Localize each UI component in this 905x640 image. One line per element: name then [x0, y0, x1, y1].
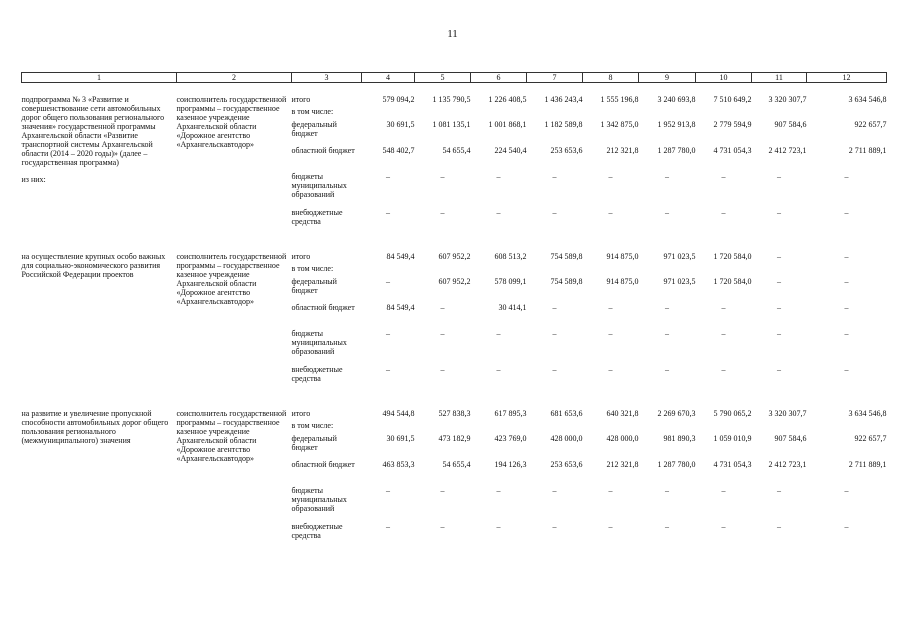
value-cell: 914 875,0: [606, 252, 639, 261]
value-cell: –: [777, 329, 781, 338]
funding-source-cell: бюджеты муниципальных образований: [291, 172, 347, 199]
value-cell: [583, 421, 639, 434]
funding-source-cell: итого: [291, 409, 311, 418]
value-cell: –: [844, 486, 849, 495]
column-header: 5: [415, 73, 471, 83]
funding-source-cell: в том числе:: [291, 264, 334, 273]
value-cell: –: [777, 277, 781, 286]
executor-cell: соисполнитель государственной программы – государственное казенное учреждение Архангельской области «Дорожное агентство «Архангельскавтодор»: [176, 95, 287, 149]
funding-source-cell: бюджеты муниципальных образований: [291, 486, 347, 513]
funding-source-cell: внебюджетные средства: [291, 522, 343, 540]
value-cell: 1 720 584,0: [713, 277, 752, 286]
value-cell: –: [386, 329, 390, 338]
value-cell: –: [386, 365, 390, 374]
value-cell: –: [386, 208, 390, 217]
value-cell: –: [844, 365, 849, 374]
value-cell: –: [552, 303, 557, 312]
value-cell: 548 402,7: [382, 146, 415, 155]
value-cell: –: [440, 329, 445, 338]
value-cell: –: [665, 208, 669, 217]
value-cell: 473 182,9: [438, 434, 471, 443]
value-cell: –: [552, 208, 557, 217]
value-cell: 2 412 723,1: [768, 146, 807, 155]
value-cell: 84 549,4: [386, 303, 415, 312]
value-cell: –: [777, 303, 781, 312]
value-cell: 84 549,4: [386, 252, 415, 261]
value-cell: [471, 107, 527, 120]
value-cell: –: [440, 208, 445, 217]
value-cell: –: [608, 486, 613, 495]
value-cell: –: [844, 329, 849, 338]
value-cell: –: [721, 208, 726, 217]
column-header: 2: [177, 73, 292, 83]
column-header: 10: [696, 73, 752, 83]
funding-source-cell: областной бюджет: [291, 303, 355, 312]
value-cell: –: [844, 252, 849, 261]
value-cell: –: [496, 365, 501, 374]
value-cell: 922 657,7: [854, 434, 887, 443]
table-row: [22, 95, 887, 107]
value-cell: 423 769,0: [494, 434, 527, 443]
value-cell: –: [608, 303, 613, 312]
value-cell: –: [552, 522, 557, 531]
value-cell: –: [608, 329, 613, 338]
value-cell: –: [665, 172, 669, 181]
funding-source-cell: областной бюджет: [291, 146, 355, 155]
value-cell: 3 240 693,8: [657, 95, 696, 104]
value-cell: 1 342 875,0: [600, 120, 639, 129]
value-cell: [527, 107, 583, 120]
executor-cell: соисполнитель государственной программы – государственное казенное учреждение Архангельской области «Дорожное агентство «Архангельскавтодор»: [176, 252, 287, 306]
section-description: [22, 409, 177, 548]
value-cell: 4 731 054,3: [713, 460, 752, 469]
value-cell: 194 126,3: [494, 460, 527, 469]
value-cell: 4 731 054,3: [713, 146, 752, 155]
value-cell: 3 634 546,8: [848, 409, 887, 418]
value-cell: –: [552, 486, 557, 495]
funding-source-cell: в том числе:: [291, 107, 334, 116]
value-cell: –: [777, 522, 781, 531]
page-number: 11: [447, 28, 458, 40]
value-cell: –: [665, 486, 669, 495]
value-cell: –: [440, 172, 445, 181]
value-cell: 608 513,2: [494, 252, 527, 261]
value-cell: 640 321,8: [606, 409, 639, 418]
funding-source-cell: внебюджетные средства: [291, 208, 343, 226]
value-cell: 2 412 723,1: [768, 460, 807, 469]
value-cell: 754 589,8: [550, 277, 583, 286]
funding-source-cell: в том числе:: [291, 421, 334, 430]
value-cell: [696, 107, 752, 120]
value-cell: 1 135 790,5: [432, 95, 471, 104]
value-cell: –: [496, 208, 501, 217]
description-note: из них:: [21, 175, 46, 184]
value-cell: –: [844, 522, 849, 531]
value-cell: 922 657,7: [854, 120, 887, 129]
value-cell: –: [552, 329, 557, 338]
column-header: 7: [527, 73, 583, 83]
value-cell: 607 952,2: [438, 252, 471, 261]
value-cell: [415, 264, 471, 277]
value-cell: [415, 107, 471, 120]
value-cell: 754 589,8: [550, 252, 583, 261]
value-cell: –: [665, 303, 669, 312]
column-header: 6: [471, 73, 527, 83]
value-cell: 1 287 780,0: [657, 146, 696, 155]
column-header: 3: [292, 73, 362, 83]
value-cell: 54 655,4: [442, 146, 471, 155]
value-cell: [752, 421, 807, 434]
funding-source-cell: федеральный бюджет: [291, 434, 337, 452]
value-cell: [807, 264, 887, 277]
value-cell: –: [552, 172, 557, 181]
value-cell: –: [721, 329, 726, 338]
column-header: 9: [639, 73, 696, 83]
value-cell: 681 653,6: [550, 409, 583, 418]
value-cell: [639, 421, 696, 434]
value-cell: [527, 264, 583, 277]
table-row: [22, 252, 887, 264]
value-cell: [362, 107, 415, 120]
value-cell: –: [777, 172, 781, 181]
value-cell: 494 544,8: [382, 409, 415, 418]
funding-source-cell: федеральный бюджет: [291, 277, 337, 295]
value-cell: –: [608, 208, 613, 217]
value-cell: 1 952 913,8: [657, 120, 696, 129]
value-cell: 971 023,5: [663, 277, 696, 286]
value-cell: 212 321,8: [606, 146, 639, 155]
value-cell: 3 634 546,8: [848, 95, 887, 104]
spacer-row: [22, 391, 887, 409]
value-cell: [696, 264, 752, 277]
value-cell: 3 320 307,7: [768, 95, 807, 104]
value-cell: –: [386, 172, 390, 181]
value-cell: [583, 107, 639, 120]
value-cell: 907 584,6: [774, 120, 807, 129]
value-cell: –: [386, 522, 390, 531]
value-cell: 3 320 307,7: [768, 409, 807, 418]
value-cell: 253 653,6: [550, 460, 583, 469]
value-cell: –: [844, 172, 849, 181]
value-cell: 1 555 196,8: [600, 95, 639, 104]
spacer-row: [22, 234, 887, 252]
value-cell: 617 895,3: [494, 409, 527, 418]
value-cell: [639, 107, 696, 120]
funding-table: [21, 72, 887, 548]
funding-source-cell: бюджеты муниципальных образований: [291, 329, 347, 356]
value-cell: –: [844, 277, 849, 286]
value-cell: 1 720 584,0: [713, 252, 752, 261]
description-text: на развитие и увеличение пропускной способности автомобильных дорог общего пользования регионального (межмуниципального) значения: [21, 409, 169, 445]
value-cell: –: [496, 522, 501, 531]
value-cell: 30 691,5: [386, 120, 415, 129]
value-cell: 463 853,3: [382, 460, 415, 469]
column-header: 1: [22, 73, 177, 83]
value-cell: 914 875,0: [606, 277, 639, 286]
value-cell: 2 711 889,1: [848, 146, 887, 155]
column-header: 12: [807, 73, 887, 83]
funding-source-cell: внебюджетные средства: [291, 365, 343, 383]
table-row: [22, 409, 887, 421]
value-cell: [696, 421, 752, 434]
value-cell: –: [665, 365, 669, 374]
value-cell: 428 000,0: [550, 434, 583, 443]
value-cell: 981 890,3: [663, 434, 696, 443]
value-cell: 2 711 889,1: [848, 460, 887, 469]
description-text: на осуществление крупных особо важных для социально-экономического развития Российской Федерации проектов: [21, 252, 166, 279]
value-cell: –: [721, 522, 726, 531]
value-cell: [471, 421, 527, 434]
value-cell: 1 226 408,5: [488, 95, 527, 104]
executor-cell: соисполнитель государственной программы – государственное казенное учреждение Архангельской области «Дорожное агентство «Архангельскавтодор»: [176, 409, 287, 463]
value-cell: 1 436 243,4: [544, 95, 583, 104]
value-cell: [415, 421, 471, 434]
value-cell: [362, 421, 415, 434]
value-cell: 527 838,3: [438, 409, 471, 418]
value-cell: –: [777, 252, 781, 261]
value-cell: –: [440, 522, 445, 531]
value-cell: 212 321,8: [606, 460, 639, 469]
value-cell: 54 655,4: [442, 460, 471, 469]
value-cell: [471, 264, 527, 277]
value-cell: [362, 264, 415, 277]
value-cell: –: [496, 486, 501, 495]
value-cell: –: [777, 208, 781, 217]
value-cell: 1 059 010,9: [713, 434, 752, 443]
value-cell: –: [440, 486, 445, 495]
value-cell: –: [665, 329, 669, 338]
value-cell: 5 790 065,2: [713, 409, 752, 418]
value-cell: 224 540,4: [494, 146, 527, 155]
value-cell: 30 414,1: [498, 303, 527, 312]
value-cell: 30 691,5: [386, 434, 415, 443]
section-description: [22, 252, 177, 391]
funding-source-cell: областной бюджет: [291, 460, 355, 469]
column-header: 8: [583, 73, 639, 83]
value-cell: [752, 264, 807, 277]
value-cell: 253 653,6: [550, 146, 583, 155]
value-cell: 1 001 868,1: [488, 120, 527, 129]
value-cell: –: [440, 303, 445, 312]
funding-source-cell: итого: [291, 95, 311, 104]
value-cell: 1 182 589,8: [544, 120, 583, 129]
value-cell: –: [608, 522, 613, 531]
value-cell: –: [777, 486, 781, 495]
value-cell: –: [386, 277, 390, 286]
value-cell: 428 000,0: [606, 434, 639, 443]
value-cell: –: [608, 365, 613, 374]
description-text: подпрограмма № 3 «Развитие и совершенствование сети автомобильных дорог общего пользования регионального значения» государственной программы Архангельской области «Развитие транспортной системы Архангельской области (2014 – 2020 годы)» (далее – государственная программа): [21, 95, 165, 167]
column-number-row: [22, 73, 887, 83]
value-cell: [583, 264, 639, 277]
column-header: 4: [362, 73, 415, 83]
value-cell: [639, 264, 696, 277]
value-cell: 1 287 780,0: [657, 460, 696, 469]
value-cell: 2 269 670,3: [657, 409, 696, 418]
value-cell: 578 099,1: [494, 277, 527, 286]
value-cell: –: [844, 208, 849, 217]
value-cell: –: [552, 365, 557, 374]
value-cell: 907 584,6: [774, 434, 807, 443]
value-cell: [752, 107, 807, 120]
value-cell: 971 023,5: [663, 252, 696, 261]
value-cell: –: [721, 172, 726, 181]
value-cell: –: [721, 365, 726, 374]
value-cell: 607 952,2: [438, 277, 471, 286]
value-cell: –: [844, 303, 849, 312]
column-header: 11: [752, 73, 807, 83]
section-description: [22, 95, 177, 234]
spacer-row: [22, 83, 887, 96]
value-cell: –: [440, 365, 445, 374]
funding-source-cell: федеральный бюджет: [291, 120, 337, 138]
value-cell: –: [608, 172, 613, 181]
value-cell: –: [721, 303, 726, 312]
value-cell: 2 779 594,9: [713, 120, 752, 129]
value-cell: –: [777, 365, 781, 374]
value-cell: 579 094,2: [382, 95, 415, 104]
value-cell: [807, 421, 887, 434]
funding-source-cell: итого: [291, 252, 311, 261]
value-cell: [807, 107, 887, 120]
value-cell: –: [496, 329, 501, 338]
value-cell: –: [721, 486, 726, 495]
value-cell: –: [665, 522, 669, 531]
value-cell: [527, 421, 583, 434]
value-cell: 1 081 135,1: [432, 120, 471, 129]
value-cell: –: [496, 172, 501, 181]
value-cell: –: [386, 486, 390, 495]
value-cell: 7 510 649,2: [713, 95, 752, 104]
